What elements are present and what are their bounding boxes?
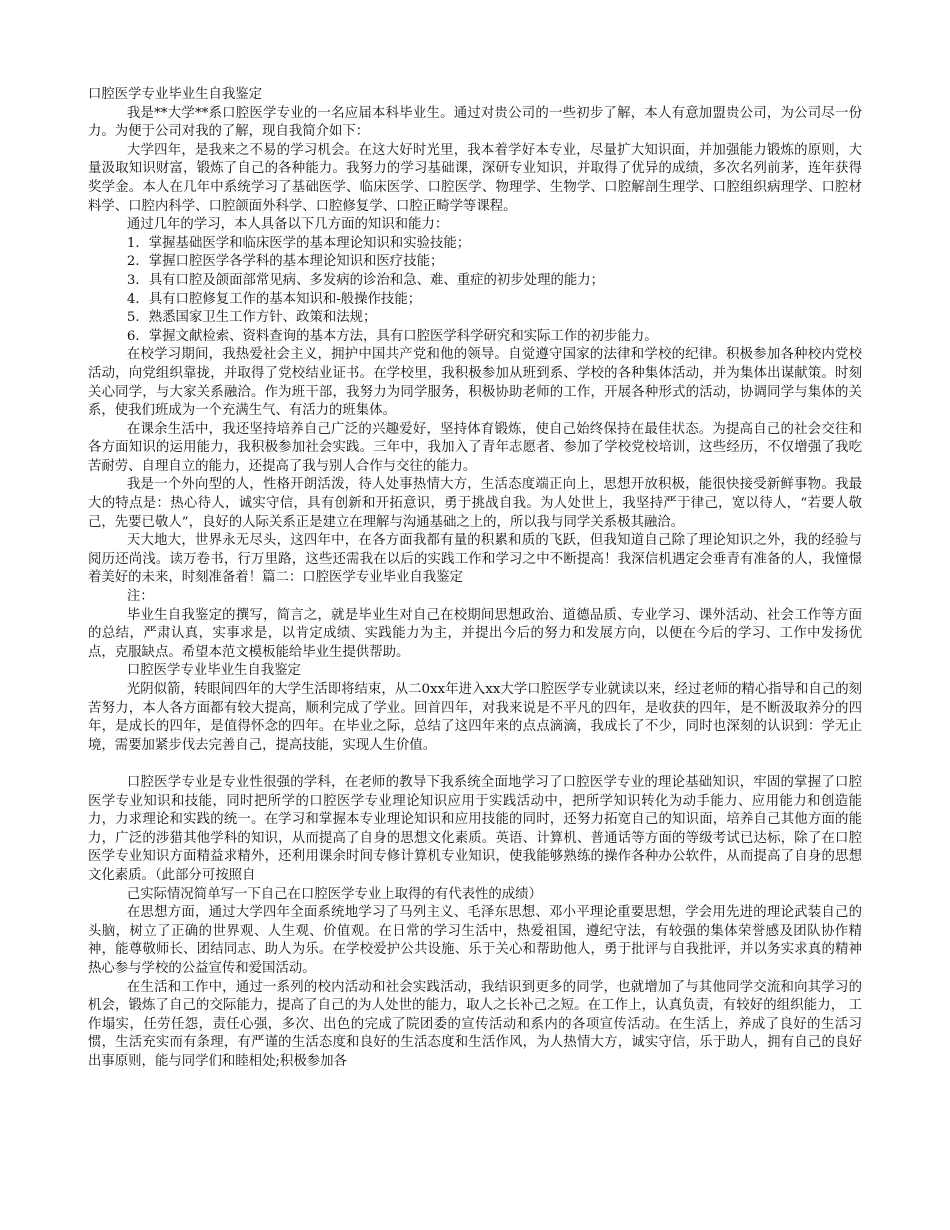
blank-line bbox=[88, 755, 862, 774]
section-title: 口腔医学专业毕业生自我鉴定 bbox=[126, 663, 301, 679]
paragraph-study: 大学四年，是我来之不易的学习机会。在这大好时光里，我本着学好本专业，尽量扩大知识面，并加强能力锻炼的原则，大量汲取知识财富，锻炼了自己的各种能力。我努力的学习基础课，深研专业知识，并取得了优异的成绩，多次名列前茅，连年获得奖学金。本人在几年中系统学习了基础医学、临床医学、口腔医学、物理学、生物学、口腔解剖生理学、口腔组织病理学、口腔材料学、口腔内科学、口腔颌面外科学、口腔修复学、口腔正畸学等课程。 bbox=[88, 142, 862, 214]
paragraph-personality: 我是一个外向型的人，性格开朗活泼，待人处事热情大方，生活态度端正向上，思想开放积极，能很快接受新鲜事物。我最大的特点是：热心待人，诚实守信，具有创新和开拓意识，勇于挑战自我。为人处世上，我坚持严于律己，宽以待人，“若要人敬己，先要已敬人”，良好的人际关系正是建立在理解与沟通基础之上的，所以我与同学关系极其融洽。 bbox=[88, 477, 862, 530]
document-title: 口腔医学专业毕业生自我鉴定 bbox=[88, 87, 263, 102]
paragraph-ideology: 在思想方面，通过大学四年全面系统地学习了马列主义、毛泽东思想、邓小平理论重要思想，学会用先进的理论武装自己的头脑，树立了正确的世界观、人生观、价值观。在日常的学习生活中，热爱祖国，遵纪守法，有较强的集体荣誉感及团队协作精神，能尊敬师长、团结同志、助人为乐。在学校爱护公共设施、乐于关心和帮助他人，勇于批评与自我批评，并以务实求真的精神热心参与学校的公益宣传和爱国活动。 bbox=[88, 905, 862, 976]
list-item: 6．掌握文献检索、资料查询的基本方法，具有口腔医学科学研究和实际工作的初步能力。 bbox=[126, 328, 658, 344]
list-item: 3．具有口腔及颌面部常见病、多发病的诊治和急、难、重症的初步处理的能力； bbox=[126, 272, 605, 288]
list-item: 1．掌握基础医学和临床医学的基本理论知识和实验技能； bbox=[126, 235, 471, 251]
paragraph-intro: 我是**大学**系口腔医学专业的一名应届本科毕业生。通过对贵公司的一些初步了解，本人有意加盟贵公司，为公司尽一份力。为便于公司对我的了解，现自我简介如下： bbox=[88, 105, 862, 140]
paragraph-extracurricular: 在课余生活中，我还坚持培养自己广泛的兴趣爱好，坚持体育锻炼，使自己始终保持在最佳状态。为提高自己的社会交往和各方面知识的运用能力，我积极参加社会实践。三年中，我加入了青年志愿者、参加了学校党校培训，这些经历，不仅增强了我吃苦耐劳、自理自立的能力，还提高了我与别人合作与交往的能力。 bbox=[88, 421, 862, 474]
paragraph-life-work: 在生活和工作中，通过一系列的校内活动和社会实践活动，我结识到更多的同学，也就增加了与其他同学交流和向其学习的机会，锻炼了自己的交际能力，提高了自己的为人处世的能力，取人之长补己之短。在工作上，认真负责，有较好的组织能力， 工作塌实，任劳任怨，责任心强，多次、出色的完成了院团委的宣传活动和系内的各项宣传活动。在生活上，养成了良好的生活习惯，生活充实而有条理，有严谨的生活态度和良好的生活态度和生活作风，为人热情大方，诚实守信，乐于助人，拥有自己的良好出事原则，能与同学们和睦相处;积极参加各 bbox=[88, 979, 862, 1069]
paragraph-abilities-intro: 通过几年的学习，本人具备以下几方面的知识和能力： bbox=[126, 217, 449, 233]
paragraph-note-label: 注： bbox=[126, 589, 154, 605]
paragraph-outlook: 天大地大，世界永无尽头，这四年中，在各方面我都有量的积累和质的飞跃，但我知道自己除了理论知识之外，我的经验与阅历还尚浅。读万卷书，行万里路，这些还需我在以后的实践工作和学习之中不断提高！我深信机遇定会垂青有准备的人，我憧憬着美好的未来，时刻准备着！篇二：口腔医学专业毕业自我鉴定 bbox=[88, 533, 862, 586]
paragraph-review: 光阴似箭，转眼间四年的大学生活即将结束，从二0xx年进入xx大学口腔医学专业就读以来，经过老师的精心指导和自己的刻苦努力，本人各方面都有较大提高，顺利完成了学业。回首四年，对我来说是不平凡的四年，是收获的四年，是不断汲取养分的四年，是成长的四年，是值得怀念的四年。在毕业之际，总结了这四年来的点点滴滴，我成长了不少，同时也深刻的认识到：学无止境，需要加紧步伐去完善自己，提高技能，实现人生价值。 bbox=[88, 682, 862, 753]
paragraph-school-life: 在校学习期间，我热爱社会主义，拥护中国共产党和他的领导。自觉遵守国家的法律和学校的纪律。积极参加各种校内党校活动，向党组织靠拢，并取得了党校结业证书。在学校里，我积极参加从班到系、学校的各种集体活动，并为集体出谋献策。时刻关心同学，与大家关系融洽。作为班干部，我努力为同学服务，积极协助老师的工作，开展各种形式的活动，协调同学与集体的关系，使我们班成为一个充满生气、有活力的班集体。 bbox=[88, 347, 862, 419]
paragraph-professional: 口腔医学专业是专业性很强的学科，在老师的教导下我系统全面地学习了口腔医学专业的理论基础知识，牢固的掌握了口腔医学专业知识和技能，同时把所学的口腔医学专业理论知识应用于实践活动中，把所学知识转化为动手能力、应用能力和创造能力，力求理论和实践的统一。在学习和掌握本专业理论知识和应用技能的同时，还努力拓宽自己的知识面，培养自己其他方面的能力，广泛的涉猎其他学科的知识，从而提高了自身的思想文化素质。英语、计算机、普通话等方面的等级考试已达标，除了在口腔医学专业知识方面精益求精外，还利用课余时间专修计算机专业知识，使我能够熟练的操作各种办公软件，从而提高了自身的思想文化素质。（此部分可按照自 bbox=[88, 774, 862, 883]
paragraph-professional-note: 己实际情况简单写一下自己在口腔医学专业上取得的有代表性的成绩） bbox=[126, 886, 542, 902]
list-item: 4．具有口腔修复工作的基本知识和-般操作技能； bbox=[126, 291, 422, 307]
list-item: 2．掌握口腔医学各学科的基本理论知识和医疗技能； bbox=[126, 254, 444, 270]
paragraph-note: 毕业生自我鉴定的撰写，简言之，就是毕业生对自己在校期间思想政治、道德品质、专业学习、课外活动、社会工作等方面的总结，严肃认真，实事求是，以肯定成绩、实践能力为主，并提出今后的努力和发展方向，以便在今后的学习、工作中发扬优点，克服缺点。希望本范文模板能给毕业生提供帮助。 bbox=[88, 607, 862, 660]
list-item: 5．熟悉国家卫生工作方针、政策和法规； bbox=[126, 310, 377, 326]
